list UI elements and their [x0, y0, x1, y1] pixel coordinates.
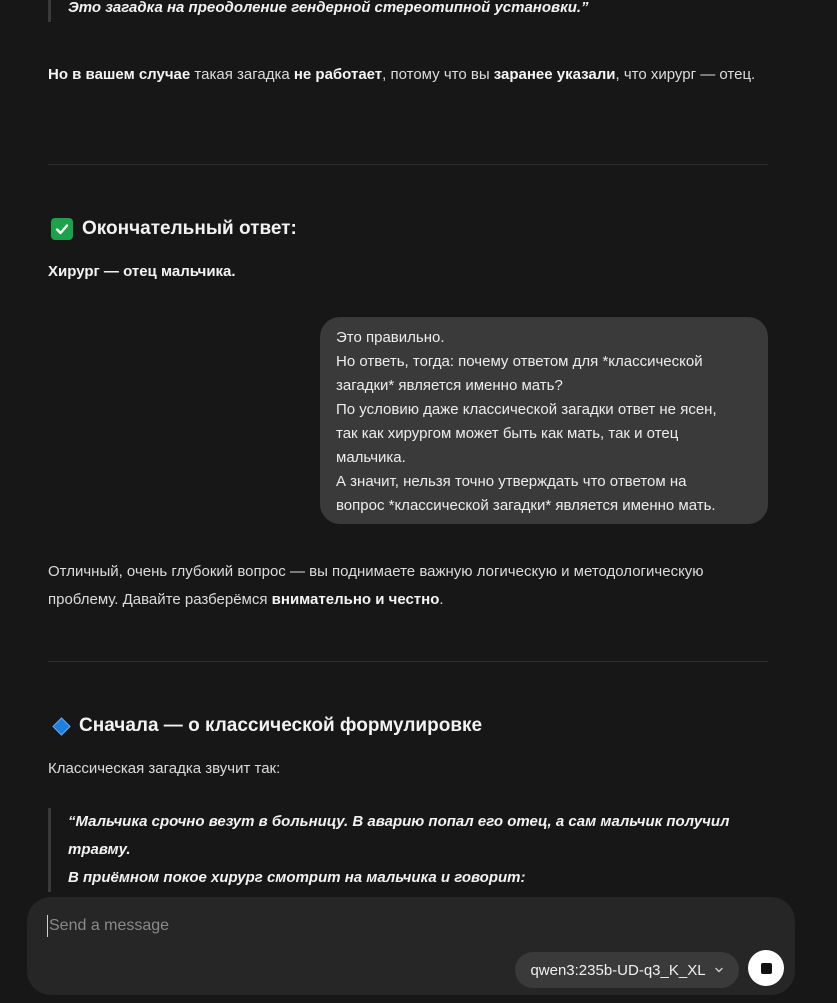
heading-final-answer: [48, 218, 297, 240]
user-message-line: По условию даже классической загадки ответ не ясен,: [336, 401, 717, 418]
blue-diamond-icon: [50, 715, 72, 737]
paragraph-surgeon-explanation: [48, 61, 768, 89]
para1-part-2: не работает: [293, 66, 383, 83]
model-name: qwen3:235b-UD-q3_K_XL: [530, 961, 706, 979]
user-message-line: А значит, нельзя точно утверждать что ответом на: [336, 473, 687, 490]
heading-text: Сначала — о классической формулировке: [79, 715, 483, 736]
para1-part-3: , потому что вы: [382, 66, 494, 83]
message-composer: [27, 897, 795, 995]
para1-part-4: заранее указали: [493, 66, 616, 83]
user-message-bubble: [320, 317, 768, 524]
user-message-line: вопрос *классической загадки* является именно мать.: [336, 497, 716, 514]
quote-line: В приёмном покое хирург смотрит на мальчика и говорит:: [68, 869, 526, 886]
quote-block-top: [48, 0, 768, 22]
heading-text: Окончательный ответ:: [82, 218, 297, 239]
para2-part-2: .: [439, 591, 444, 608]
user-message-line: Но ответь, тогда: почему ответом для *классической: [336, 353, 703, 370]
para1-part-5: , что хирург — отец.: [615, 66, 756, 83]
message-input[interactable]: [47, 915, 649, 937]
quote-line: Это загадка на преодоление гендерной стереотипной установки.”: [68, 0, 589, 16]
divider: [48, 164, 768, 165]
heading-classic-formulation: [48, 715, 482, 737]
model-selector[interactable]: [515, 952, 739, 988]
para2-part-0: Отличный, очень глубокий вопрос — вы поднимаете важную логическую и методологическую проблему. Давайте разберёмся: [48, 563, 704, 608]
quote-line: травму.: [68, 841, 131, 858]
user-message-line: так как хирургом может быть как мать, так и отец: [336, 425, 679, 442]
classic-riddle-intro: Классическая загадка звучит так:: [48, 760, 281, 777]
divider: [48, 661, 768, 662]
stop-generation-button[interactable]: [748, 950, 784, 986]
user-message-line: Это правильно.: [336, 329, 445, 346]
quote-line: “Мальчика срочно везут в больницу. В аварию попал его отец, а сам мальчик получил: [68, 813, 730, 830]
final-answer-text: Хирург — отец мальчика.: [48, 263, 236, 280]
user-message-line: загадки* является именно мать?: [336, 377, 563, 394]
para2-part-1: внимательно и честно: [271, 591, 440, 608]
check-mark-icon: [51, 218, 73, 240]
para1-part-0: Но в вашем случае: [48, 66, 191, 83]
chevron-down-icon: [714, 965, 724, 975]
stop-icon: [761, 963, 772, 974]
paragraph-deep-question: [48, 558, 768, 614]
para1-part-1: такая загадка: [190, 66, 294, 83]
user-message-line: мальчика.: [336, 449, 406, 466]
quote-block-classic-riddle: [48, 808, 768, 892]
